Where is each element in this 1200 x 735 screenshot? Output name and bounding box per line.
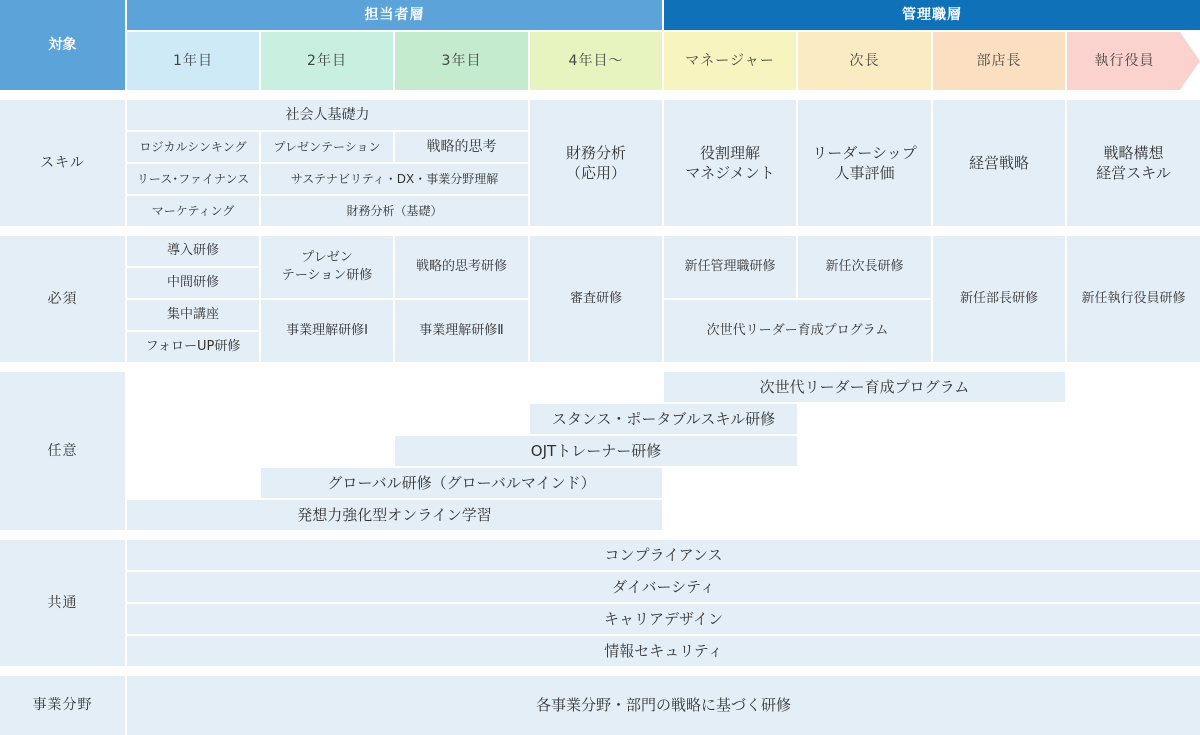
required-intensive: 集中講座: [127, 300, 259, 330]
required-biz2: 事業理解研修Ⅱ: [395, 300, 528, 362]
skill-exec: 戦略構想 経営スキル: [1067, 100, 1200, 226]
optional-next-leader: 次世代リーダー育成プログラム: [664, 372, 1065, 402]
required-biz1: 事業理解研修Ⅰ: [261, 300, 393, 362]
business-training: 各事業分野・部門の戦略に基づく研修: [127, 676, 1200, 735]
group-header-kanri: 管理職層: [664, 0, 1200, 30]
skill-presentation: プレゼンテーション: [261, 132, 393, 162]
required-followup: フォローUP研修: [127, 332, 259, 362]
column-header-manager: マネージャー: [664, 32, 796, 90]
skill-finance-basic: 財務分析（基礎）: [261, 196, 528, 226]
column-header-exec-label: 執行役員: [1094, 52, 1155, 69]
optional-global: グローバル研修（グローバルマインド）: [261, 468, 662, 498]
required-presen: プレゼン テーション研修: [261, 236, 393, 298]
column-header-exec: [1067, 32, 1200, 90]
skill-jicho: リーダーシップ 人事評価: [798, 100, 931, 226]
required-new-jicho: 新任次長研修: [798, 236, 931, 298]
row-label-optional: 任意: [0, 372, 125, 530]
common-item: ダイバーシティ: [127, 572, 1200, 602]
required-intro: 導入研修: [127, 236, 259, 266]
column-header-year3: 3年目: [395, 32, 528, 90]
skill-buten: 経営戦略: [933, 100, 1065, 226]
skill-finance-applied: 財務分析 （応用）: [530, 100, 662, 226]
target-header: 対象: [0, 0, 125, 90]
required-next-leader: 次世代リーダー育成プログラム: [664, 300, 931, 362]
column-header-jicho: 次長: [798, 32, 931, 90]
column-header-year2: 2年目: [261, 32, 393, 90]
skill-strategic: 戦略的思考: [395, 132, 528, 162]
skill-sustain: サステナビリティ・DX・事業分野理解: [261, 164, 528, 194]
required-strategic: 戦略的思考研修: [395, 236, 528, 298]
row-label-common: 共通: [0, 540, 125, 666]
required-middle: 中間研修: [127, 268, 259, 298]
required-new-buten: 新任部長研修: [933, 236, 1065, 362]
skill-marketing: マーケティング: [127, 196, 259, 226]
row-label-skill: スキル: [0, 100, 125, 226]
required-review: 審査研修: [530, 236, 662, 362]
skill-basic: 社会人基礎力: [127, 100, 528, 130]
skill-logical: ロジカルシンキング: [127, 132, 259, 162]
common-item: キャリアデザイン: [127, 604, 1200, 634]
optional-stance: スタンス・ポータブルスキル研修: [530, 404, 797, 434]
row-label-required: 必須: [0, 236, 125, 362]
column-header-year1: 1年目: [127, 32, 259, 90]
common-item: 情報セキュリティ: [127, 636, 1200, 666]
required-new-manager: 新任管理職研修: [664, 236, 796, 298]
required-new-exec: 新任執行役員研修: [1067, 236, 1200, 362]
column-header-year4: 4年目～: [530, 32, 662, 90]
optional-ojt: OJTトレーナー研修: [395, 436, 797, 466]
optional-online: 発想力強化型オンライン学習: [127, 500, 662, 530]
column-header-buten: 部店長: [933, 32, 1065, 90]
common-item: コンプライアンス: [127, 540, 1200, 570]
skill-manager: 役割理解 マネジメント: [664, 100, 796, 226]
group-header-tantousha: 担当者層: [127, 0, 662, 30]
skill-lease: リース･ファイナンス: [127, 164, 259, 194]
row-label-business: 事業分野: [0, 676, 125, 735]
